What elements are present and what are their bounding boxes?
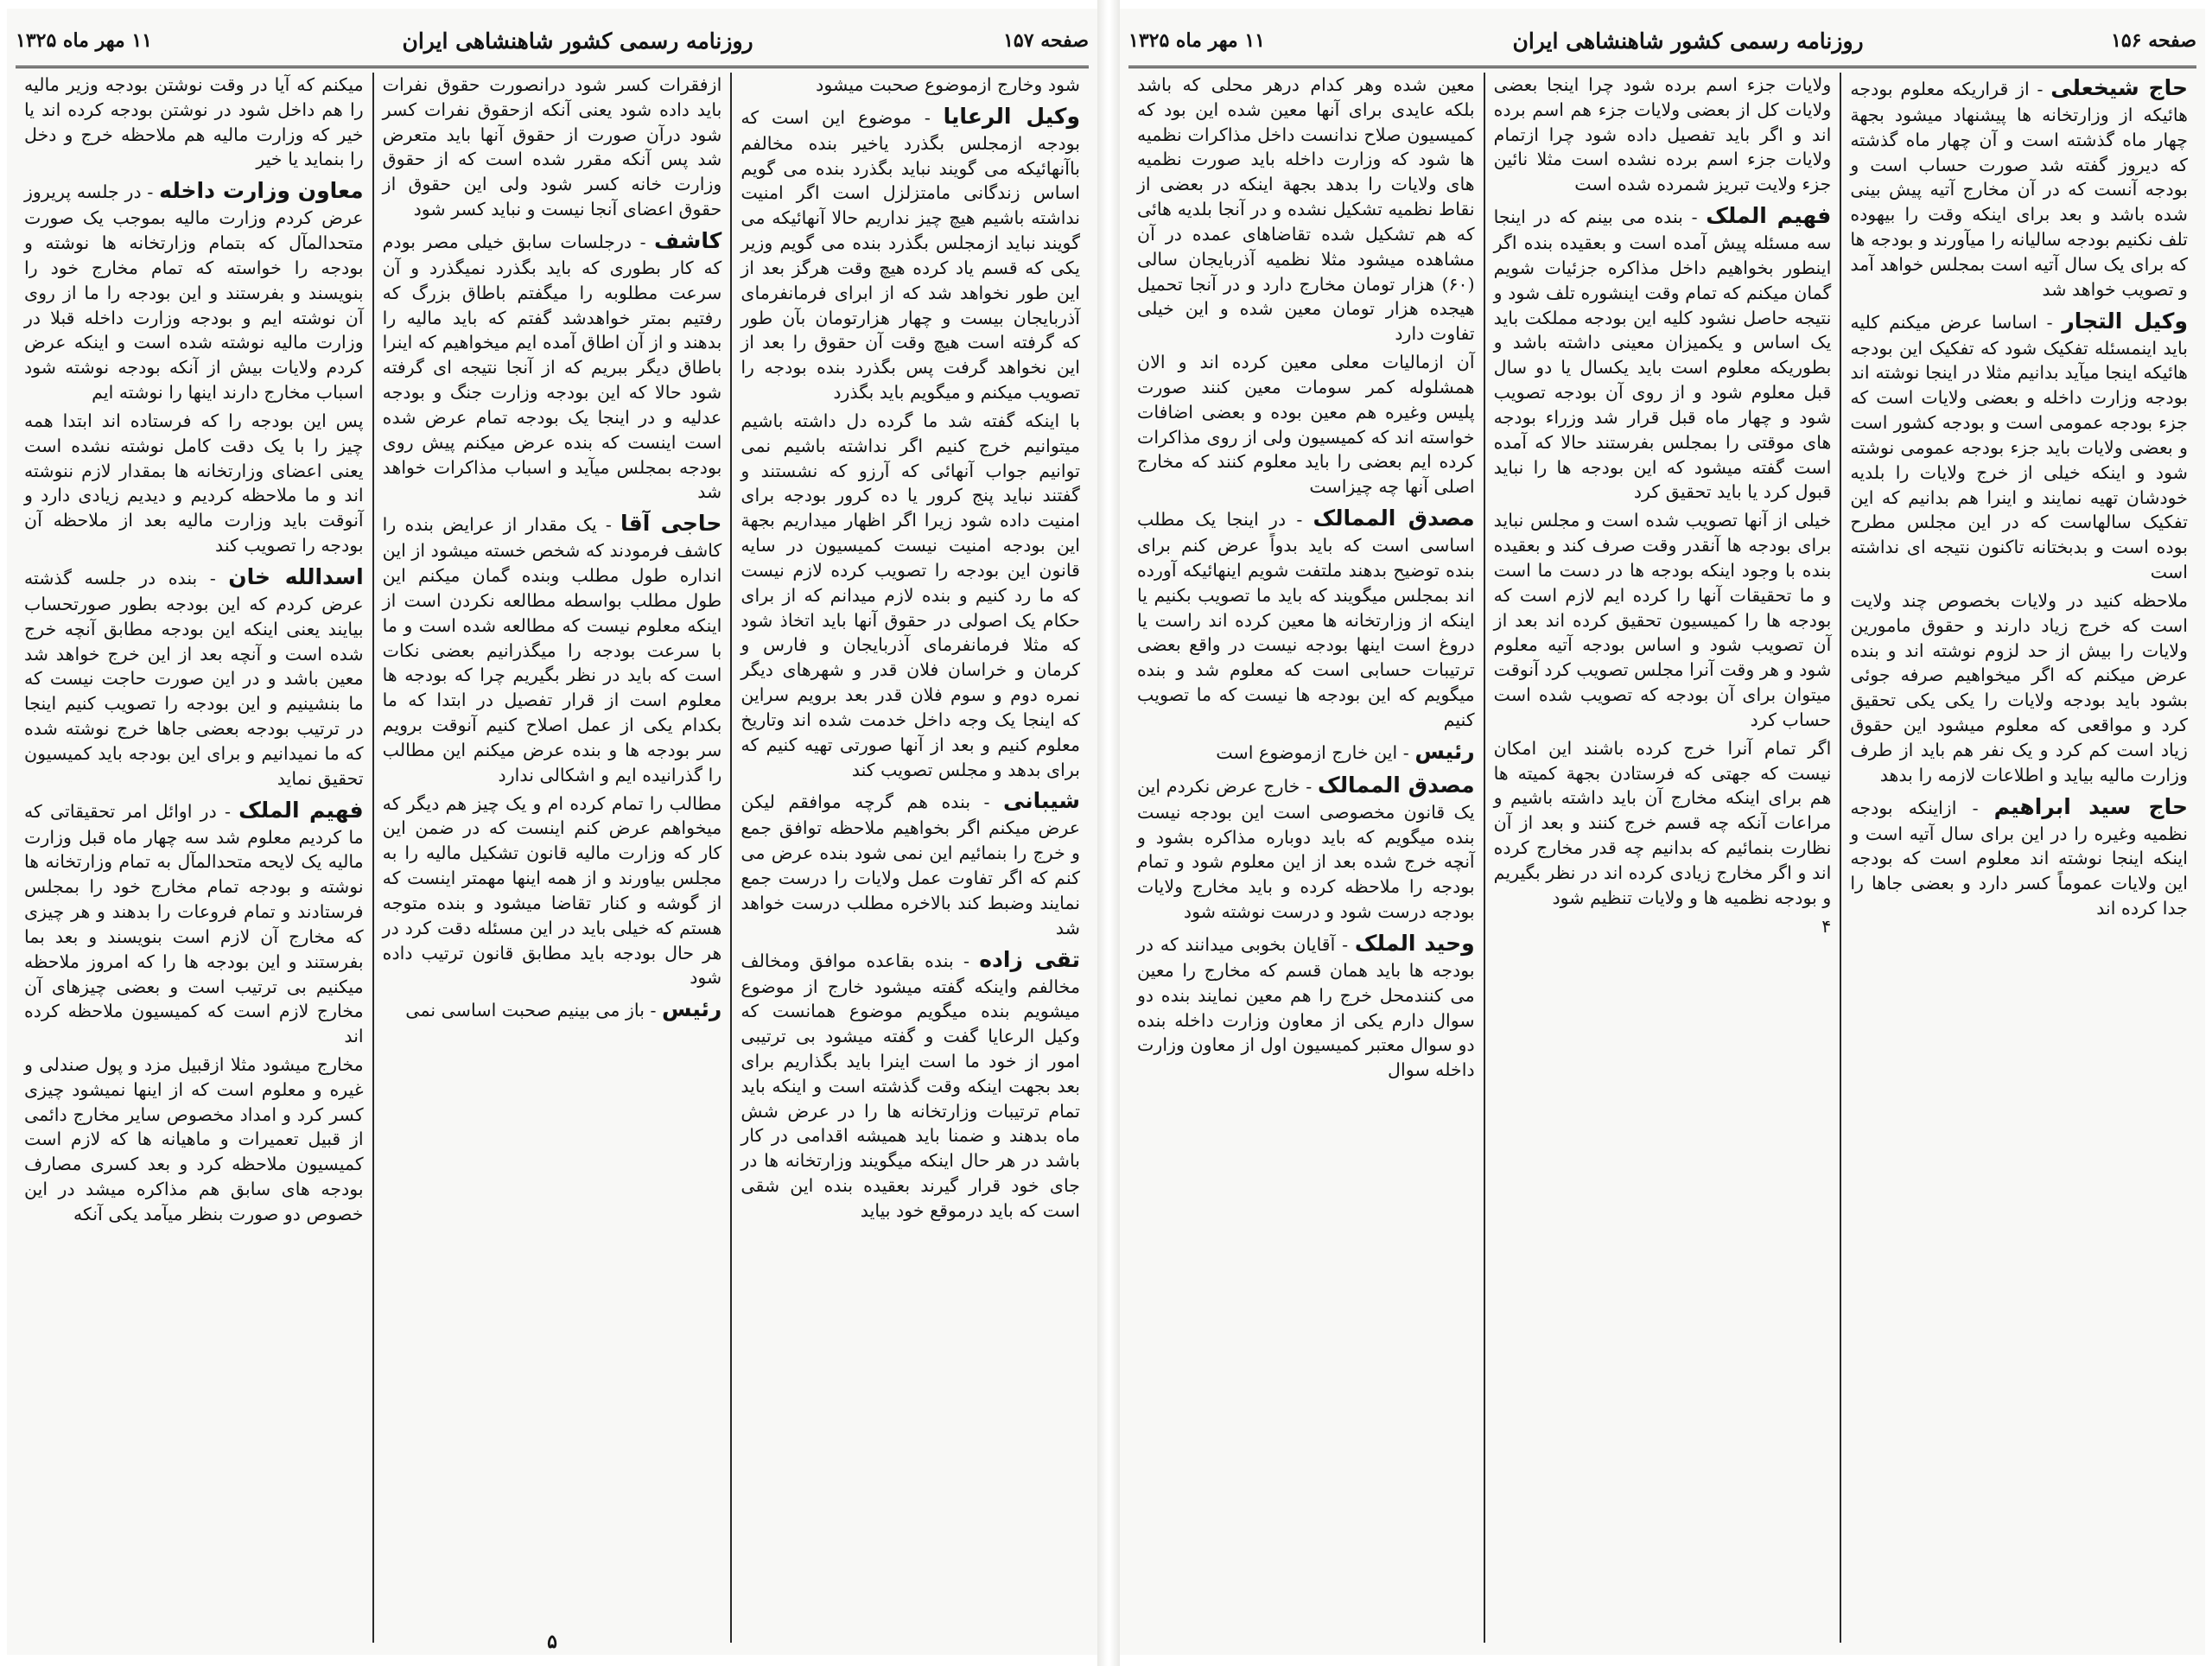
- paragraph-text: در اینجا یک مطلب اساسی است که باید بدواً عرض کنم برای بنده توضیح بدهند ملتفت شویم اینهائیکه آورده اند بمجلس میگویند که باید ما تصویب بکنیم یا اینکه از وزارتخانه ها معین کرده اند راست یا دروغ است اینها بودجه نیست در واقع بعضی ترتیبات حسابی است که معلوم شد و بنده میگویم که این بودجه ها نیست که ما تصویب کنیم: [1136, 509, 1475, 730]
- article-paragraph: رئیس - باز می بینیم صحبت اساسی نمی: [405, 996, 722, 1022]
- speaker-name: اسدالله خان: [228, 563, 364, 589]
- article-paragraph: [24, 1052, 364, 1227]
- article-paragraph: حاج شیخعلی - از قراریکه معلوم بودجه هائیکه از وزارتخانه ها پیشنهاد میشود بجهة چهار ماه گذشته است و آن چهار ماه گذشته که دیروز گفته شد صورت حساب است و بودجه آنست که در آن مخارج آتیه پیش بینی شده باشد و بعد برای اینکه وقت را بیهوده تلف نکنیم بودجه سالیانه را میآورند و بودجه ها که برای یک سال آتیه است بمجلس خواهد آمد و تصویب خواهد شد: [1850, 75, 2188, 300]
- speaker-name: حاج شیخعلی: [2050, 75, 2188, 100]
- paragraph-text: درجلسات سابق خیلی مصر بودم که کار بطوری که باید بگذرد نمیگذرد و آن سرعت مطلوبه را میگفتم باطاق بزرگ که رفتیم بمتر خواهدشد گفتم که باید مالیه را بدهند و از آن اطاق آمده ایم میخواهیم که اینرا باطاق دیگر ببریم که از آنجا نتیجه ای گرفته شود حالا که این بودجه وزارت جنگ و بودجه عدلیه و در اینجا یک بودجه تمام عرض شده است اینست که بنده عرض میکنم پیش روی بودجه بمجلس میآید و اسباب مذاکرات خواهد شد: [382, 231, 722, 503]
- article-paragraph: حاجی آقا - یک مقدار از عرایض بنده را کاشف فرمودند که شخص خسته میشود از این انداره طول مطلب وبنده گمان میکنم این طول مطلب بواسطه مطالعه نکردن است از اینکه معلوم نیست که مطالعه شده است و ما با سرعت بودجه را میگذرانیم بعضی نکات است که باید در نظر بگیریم چرا که بودجه ها معلوم است از قرار تفصیل در ابتدا که ما بکدام یکی از عمل اصلاح کنیم آنوقت برویم سر بودجه ها و بنده عرض میکنم این مطالب را گذرانیده ایم و اشکالی ندارد: [382, 511, 722, 785]
- left-page-header: [16, 16, 1089, 68]
- article-paragraph: [1850, 588, 2188, 788]
- speaker-name: مصدق الممالک: [1317, 772, 1475, 798]
- speaker-name: وکیل الرعایا: [943, 103, 1080, 129]
- paragraph-text: در جلسه پریروز عرض کردم وزارت مالیه بموجب یک صورت متحدالمآل که بتمام وزارتخانه ها نوشته و بودجه را خواسته که تمام مخارج خود را بنویسند و بفرستند و این بودجه را ما از روی آن نوشته ایم و بودجه وزارت داخله قبلا در وزارت مالیه نوشته شده است و اینکه عرض کردم ولایات بیش از آنکه بودجه نوشته شود اسباب مخارج دارند اینها را نوشته ایم: [23, 181, 364, 404]
- paragraph-text: خارج عرض نکردم این یک قانون مخصوصی است این بودجه نیست بنده میگویم که باید دوباره مذاکره بشود و آنچه خرج شده بعد از این معلوم شود و تمام بودجه را ملاحظه کرده و باید مخارج ولایات بودجه درست شود و درست نوشته شود: [1136, 775, 1475, 923]
- paragraph-text: آقایان بخوبی میدانند که در بودجه ها باید همان قسم که مخارج را معین می کنندمحل خرج را هم معین نمایند بنده دو سوال دارم یکی از معاون وزارت داخله بنده دو سوال معتبر کمیسیون اول از معاون وزارت داخله سوال: [1136, 933, 1475, 1081]
- paragraph-text: مخارج میشود مثلا ازقبیل مزد و پول صندلی و غیره و معلوم است که از اینها نمیشود چیزی کسر کرد و امداد مخصوص سایر مخارج دائمی از قبیل تعمیرات و ماهیانه ها که لازم است کمیسیون ملاحظه کرد و بعد کسری مصارف بودجه های سابق هم مذاکره میشد در این خصوص دو صورت بنظر میآمد یکی آنکه: [23, 1053, 364, 1224]
- article-paragraph: [383, 73, 722, 222]
- speaker-name: رئیس: [1414, 738, 1475, 764]
- right-page-column: [1485, 73, 1842, 1643]
- speaker-name: شیبانی: [1002, 788, 1080, 814]
- right-page-date: ۱۱ مهر ماه ۱۳۲۵: [1128, 29, 1265, 52]
- paragraph-text: یک مقدار از عرایض بنده را کاشف فرمودند که شخص خسته میشود از این انداره طول مطلب وبنده گمان میکنم این طول مطلب بواسطه مطالعه نکردن است از اینکه معلوم نیست که مطالعه شده است و ما با سرعت بودجه را میگذرانیم بعضی نکات است که باید در نظر بگیریم چرا که بودجه ها معلوم است از قرار تفصیل در ابتدا که ما بکدام یکی از عمل اصلاح کنیم آنوقت برویم سر بودجه ها و بنده عرض میکنم این مطالب را گذرانیده ایم و اشکالی ندارد: [382, 514, 722, 785]
- paragraph-text: ازاینکه بودجه نظمیه وغیره را در این برای سال آتیه است و اینکه اینجا نوشته اند معلوم است که بودجه این ولایات عموماً کسر دارد و بعضی جاها را جدا کرده اند: [1850, 797, 2188, 919]
- right-page-columns: [1128, 73, 2196, 1643]
- page-gutter: [1097, 0, 1120, 1666]
- article-paragraph: وحید الملک - آقایان بخوبی میدانند که در بودجه ها باید همان قسم که مخارج را معین می کنندمحل خرج را هم معین نمایند بنده دو سوال دارم یکی از معاون وزارت داخله بنده دو سوال معتبر کمیسیون اول از معاون وزارت داخله سوال: [1136, 930, 1475, 1081]
- paragraph-text: ۴: [1821, 915, 1832, 937]
- paragraph-text: ملاحظه کنید در ولایات بخصوص چند ولایت است که خرج زیاد دارند و حقوق مامورین ولایات را بیش از حد لزوم نوشته اند و بنده عرض میکنم که اگر میخواهیم صرفه جوئی بشود باید بودجه ولایات را یکی یکی تحقیق کرد و مواقعی که معلوم میشود این حقوق زیاد است کم کرد و یک نفر هم باید از طرف وزارت مالیه بیاید و اطلاعات لازمه را بدهد: [1850, 589, 2188, 785]
- article-paragraph: [1137, 73, 1475, 347]
- paragraph-text: با اینکه گفته شد ما گرده دل داشته باشیم میتوانیم خرج کنیم اگر نداشته باشیم نمی توانیم جواب آنهائی که آرزو که نشستند و گفتند نباید پنج کرور یا ده کرور بودجه برای امنیت داده شود زیرا اگر اظهار میداریم بجهة این بودجه امنیت نیست کمیسیون در سایه قانون این بودجه را تصویب کرده لازم نیست که ما رد کنیم و بنده لازم میدانم که از برای حکام یک اصولی در حقوق آنها باید اتخاذ شود که مثلا فرمانفرمای آذربایجان و فارس و کرمان و خراسان فلان قدر و شهرهای دیگر نمره دوم و سوم فلان قدر بعد برویم سراین که اینجا یک وجه داخل خدمت شده اند وتاریخ معلوم کنیم و بعد از آنها صورتی تهیه کنیم که برای بدهد و مجلس تصویب کند: [741, 410, 1080, 780]
- left-page: [7, 9, 1097, 1655]
- article-paragraph: فهیم الملک - بنده می بینم که در اینجا سه مسئله پیش آمده است و بعقیده بنده اگر اینطور بخواهیم داخل مذاکره جزئیات شویم گمان میکنم که تمام وقت اینشوره تلف شود و نتیجه حاصل نشود کلیه این بودجه مملکت باید یک اساس و یکمیزان معینی داشته باشد و بطوریکه معلوم است باید یکسال یا دو سال قبل معلوم شود و از روی آن بودجه تصویب شود و چهار ماه قبل قرار شد وزراء بودجه های موقتی را بمجلس بفرستند حالا که آمده است گفته میشود که این بودجه ها را نباید قبول کرد یا باید تحقیق کرد: [1493, 203, 1832, 503]
- speaker-name: مصدق الممالک: [1313, 506, 1475, 531]
- speaker-name: فهیم الملک: [1706, 203, 1832, 229]
- paragraph-text: این خارج ازموضوع است: [1216, 741, 1398, 763]
- right-page: [1120, 9, 2205, 1655]
- article-paragraph: وکیل الرعایا - موضوع این است که بودجه ازمجلس بگذرد یاخیر بنده مخالفم باآنهائیکه می گویند نباید بگذرد بنده می گویم اساس زندگانی مامتزلزل است اگر امنیت نداشته باشیم هیچ چیز نداریم حالا آنهائیکه می گویند نباید ازمجلس بگذرد بنده می گویم وزیر یکی که قسم یاد کرده هیچ وقت هرگز بعد از این طور نخواهد شد که از ابرای فرمانفرمای آذربایجان بیست و چهار هزارتومان بآن طور که گرفته است هیچ وقت آن حقوق را بعد از این نخواهد گرفت پس بگذرد بنده بودجه را تصویب میکنم و میگویم باید بگذرد: [741, 103, 1080, 404]
- paragraph-text: بنده بقاعده موافق ومخالف مخالفم واینکه گفته میشود خارج از موضوع میشویم بنده میگویم موضوع همانست که وکیل الرعایا گفت و گفته میشود بی ترتیبی امور از خود ما است اینرا باید بگذاریم برای بعد بجهت اینکه وقت گذشته است و اینکه باید تمام ترتیبات وزارتخانه ها را در عرض شش ماه بدهند و ضمنا باید همیشه اقدامی در کار باشد در هر حال اینکه میگویند وزارتخانه ها در جای خود قرار گیرند بعقیده بنده این شقی است که باید درموقع خود بیاید: [741, 950, 1080, 1221]
- paragraph-text: باز می بینیم صحبت اساسی نمی: [405, 1000, 645, 1021]
- article-paragraph: [1494, 73, 1832, 197]
- article-paragraph: [24, 73, 364, 172]
- paragraph-text: میکنم که آیا در وقت نوشتن بودجه وزیر مالیه را هم داخل شود در نوشتن بودجه کرده اند یا خیر که وزارت مالیه هم ملاحظه خرج و دخل را بنماید یا خیر: [23, 74, 364, 170]
- article-paragraph: فهیم الملک - در اوائل امر تحقیقاتی که ما کردیم معلوم شد سه چهار ماه قبل وزارت مالیه یک لایحه متحدالمآل به تمام وزارتخانه ها نوشته و بودجه تمام مخارج خود را بمجلس فرستادند و تمام فروعات را بدهند و هر چیزی که مخارج آن لازم است بنویسند و بعد بما بفرستند و این بودجه ها را که امروز ملاحظه میکنیم بی ترتیب است و بعضی چیزهای آن مخارج لازم است که کمیسیون ملاحظه کرده اند: [23, 797, 364, 1047]
- article-paragraph: مصدق الممالک - در اینجا یک مطلب اساسی است که باید بدواً عرض کنم برای بنده توضیح بدهند ملتفت شویم اینهائیکه آورده اند بمجلس میگویند که باید ما تصویب بکنیم یا اینکه از وزارتخانه ها معین کرده اند راست یا دروغ است اینها بودجه نیست در واقع بعضی ترتیبات حسابی است که معلوم شد و بنده میگویم که این بودجه ها نیست که ما تصویب کنیم: [1136, 506, 1475, 730]
- article-paragraph: کاشف - درجلسات سابق خیلی مصر بودم که کار بطوری که باید بگذرد نمیگذرد و آن سرعت مطلوبه را میگفتم باطاق بزرگ که رفتیم بمتر خواهدشد گفتم که باید مالیه را بدهند و از آن اطاق آمده ایم میخواهیم که اینرا باطاق دیگر ببریم که از آنجا نتیجه ای گرفته شود حالا که این بودجه وزارت جنگ و بودجه عدلیه و در اینجا یک بودجه تمام عرض شده است اینست که بنده عرض میکنم پیش روی بودجه بمجلس میآید و اسباب مذاکرات خواهد شد: [382, 227, 722, 503]
- left-page-column: [16, 73, 374, 1643]
- left-page-footer-number: ۵: [547, 1631, 557, 1653]
- article-paragraph: وکیل التجار - اساسا عرض میکنم کلیه باید اینمسئله تفکیک شود که تفکیک این بودجه هائیکه اینجا میآید بدانیم مثلا در اینجا نوشته اند بودجه وزارت داخله و بعضی ولایات است که جزء بودجه عمومی است و بودجه کشور است و بعضی ولایات باید جزء بودجه عمومی نوشته شود و اینکه خیلی از خرج ولایات را بلدیه خودشان تهیه نمایند و اینرا هم بدانیم که این تفکیک سالهاست که در این مجلس مطرح بوده است و بدبختانه تاکنون نتیجه ای نداشته است: [1850, 308, 2188, 583]
- paragraph-text: خیلی از آنها تصویب شده است و مجلس نباید برای بودجه ها آنقدر وقت صرف کند و بعقیده بنده با وجود اینکه بودجه ها در دست ما است و ما تحقیقات آنها را کرده ایم لازم است که بودجه ها را کمیسیون تحقیق کرده اند بعد از آن تصویب شود و اساس بودجه آتیه معلوم شود و هر وقت آنرا مجلس تصویب کرد آنوقت میتوان برای آن بودجه که تصویب شده است حساب کرد: [1493, 510, 1832, 730]
- paragraph-text: از قراریکه معلوم بودجه هائیکه از وزارتخانه ها پیشنهاد میشود بجهة چهار ماه گذشته است و آن چهار ماه گذشته که دیروز گفته شد صورت حساب است و بودجه آنست که در آن مخارج آتیه پیش بینی شده باشد و بعد برای اینکه وقت را بیهوده تلف نکنیم بودجه سالیانه را میآورند و بودجه ها که برای یک سال آتیه است بمجلس خواهد آمد و تصویب خواهد شد: [1850, 79, 2188, 300]
- article-paragraph: [1494, 736, 1832, 911]
- paragraph-text: بنده هم گرچه موافقم لیکن عرض میکنم اگر بخواهیم ملاحظه توافق جمع و خرج را بنمائیم این نمی شود بنده عرض می کنم که اگر تفاوت عمل ولایات را درست جمع نمایند وضبط کند بالاخره مطلب درست خواهد شد: [741, 792, 1080, 938]
- right-page-column: [1841, 73, 2196, 1643]
- speaker-name: معاون وزارت داخله: [159, 178, 364, 204]
- article-paragraph: [741, 409, 1080, 782]
- article-paragraph: [1494, 508, 1832, 732]
- paragraph-text: در اوائل امر تحقیقاتی که ما کردیم معلوم شد سه چهار ماه قبل وزارت مالیه یک لایحه متحدالمآل به تمام وزارتخانه ها نوشته و بودجه تمام مخارج خود را بمجلس فرستادند و تمام فروعات را بدهند و هر چیزی که مخارج آن لازم است بنویسند و بعد بما بفرستند و این بودجه ها را که امروز ملاحظه میکنیم بی ترتیب است و بعضی چیزهای آن مخارج لازم است که کمیسیون ملاحظه کرده اند: [23, 800, 364, 1047]
- right-page-number: صفحه ۱۵۶: [2111, 29, 2196, 52]
- paragraph-text: آن ازمالیات معلی معین کرده اند و الان همشلوله کمر سومات معین کنند صورت پلیس وغیره هم معین بوده و بعضی اضافات خواسته اند که کمیسیون ولی از روی مذاکرات کرده ایم بعضی را باید معلوم کنند که مخارج اصلی آنها چه چیزاست: [1136, 352, 1475, 498]
- paragraph-text: اگر تمام آنرا خرج کرده باشند این امکان نیست که جهتی که فرستادن بجهة کمیته ها هم برای اینکه مخارج آن باید داشته باشیم و مراعات آنکه چه قسم خرج کنند و بعد از آن نظارت بنمائیم که بدانیم چه قدر مخارج کرده اند و اگر مخارج زیادی کرده اند در نظر بگیریم و بودجه نظمیه ها و ولایات تنظیم شود: [1493, 737, 1832, 908]
- article-paragraph: معاون وزارت داخله - در جلسه پریروز عرض کردم وزارت مالیه بموجب یک صورت متحدالمآل که بتمام وزارتخانه ها نوشته و بودجه را خواسته که تمام مخارج خود را بنویسند و بفرستند و این بودجه را ما از روی آن نوشته ایم و بودجه وزارت داخله قبلا در وزارت مالیه نوشته شده است و اینکه عرض کردم ولایات بیش از آنکه بودجه نوشته شود اسباب مخارج دارند اینها را نوشته ایم: [23, 178, 364, 404]
- speaker-name: وحید الملک: [1354, 930, 1475, 956]
- speaker-name: حاج سید ابراهیم: [1993, 793, 2188, 819]
- left-page-number: صفحه ۱۵۷: [1003, 29, 1089, 52]
- article-paragraph: حاج سید ابراهیم - ازاینکه بودجه نظمیه وغیره را در این برای سال آتیه است و اینکه اینجا نوشته اند معلوم است که بودجه این ولایات عموماً کسر دارد و بعضی جاها را جدا کرده اند: [1850, 793, 2188, 919]
- article-paragraph: [741, 73, 1080, 98]
- paragraph-text: معین شده وهر کدام درهر محلی که باشد بلکه عایدی برای آنها معین شده این بود که کمیسیون صلاح ندانست داخل مذاکرات نظمیه ها شود که وزارت داخله باید صورت نظمیه های ولایات را بدهد بجهة اینکه در بعضی از نقاط نظمیه تشکیل نشده و در آنجا بلدیه هائی که هم تشکیل شده تقاضاهای عمده در آن مشاهده میشود مثلا نظمیه آذربایجان سالی (۶۰) هزار تومان مخارج دارد و در آنجا تحمیل هیجده هزار تومان معین شده و این خیلی تفاوت دارد: [1136, 74, 1475, 345]
- article-paragraph: [383, 792, 722, 991]
- left-page-title: روزنامه رسمی کشور شاهنشاهی ایران: [402, 28, 753, 54]
- left-page-date: ۱۱ مهر ماه ۱۳۲۵: [16, 29, 152, 52]
- paragraph-text: بنده می بینم که در اینجا سه مسئله پیش آمده است و بعقیده بنده اگر اینطور بخواهیم داخل مذاکره جزئیات شویم گمان میکنم که تمام وقت اینشوره تلف شود و نتیجه حاصل نشود کلیه این بودجه مملکت باید یک اساس و یکمیزان معینی داشته باشد و بطوریکه معلوم است باید یکسال یا دو سال قبل معلوم شود و از روی آن بودجه تصویب شود و چهار ماه قبل قرار شد وزراء بودجه های موقتی را بمجلس بفرستند حالا که آمده است گفته میشود که این بودجه ها را نباید قبول کرد یا باید تحقیق کرد: [1493, 207, 1832, 503]
- article-paragraph: [1494, 914, 1832, 939]
- speaker-name: تقی زاده: [979, 946, 1080, 972]
- speaker-name: فهیم الملک: [238, 797, 364, 823]
- paragraph-text: مطالب را تمام کرده ام و یک چیز هم دیگر که میخواهم عرض کنم اینست که در ضمن این کار که وزارت مالیه قانون تشکیل مالیه را به مجلس بیاورند و از همه اینها مهمتر اینست که از گوشه و کنار تقاضا میشود و بنده متوجه هستم که خیلی باید در این مسئله دقت کرد در هر حال بودجه باید مطابق قانون ترتیب داده شود: [382, 792, 722, 989]
- paragraph-text: اساسا عرض میکنم کلیه باید اینمسئله تفکیک شود که تفکیک این بودجه هائیکه اینجا میآید بدانیم مثلا در اینجا نوشته اند بودجه وزارت داخله و بعضی ولایات است که جزء بودجه عمومی است و بودجه کشور است و بعضی ولایات باید جزء بودجه عمومی نوشته شود و اینکه خیلی از خرج ولایات را بلدیه خودشان تهیه نمایند و اینرا هم بدانیم که این تفکیک سالهاست که در این مجلس مطرح بوده است و بدبختانه تاکنون نتیجه ای نداشته است: [1850, 311, 2188, 583]
- article-paragraph: شیبانی - بنده هم گرچه موافقم لیکن عرض میکنم اگر بخواهیم ملاحظه توافق جمع و خرج را بنمائیم این نمی شود بنده عرض می کنم که اگر تفاوت عمل ولایات را درست جمع نمایند وضبط کند بالاخره مطلب درست خواهد شد: [741, 788, 1080, 938]
- paragraph-text: ازفقرات کسر شود درانصورت حقوق نفرات باید داده شود یعنی آنکه ازحقوق نفرات کسر شود درآن صورت از حقوق آنها باید متعرض شد پس آنکه مقرر شده است که از حقوق وزارت خانه کسر شود ولی این حقوق از حقوق اعضای آنجا نیست و نباید کسر شود: [382, 74, 722, 220]
- speaker-name: حاجی آقا: [620, 511, 722, 537]
- speaker-name: وکیل التجار: [2062, 308, 2188, 334]
- article-paragraph: [24, 409, 364, 558]
- left-page-columns: [16, 73, 1089, 1643]
- right-page-header: [1128, 16, 2196, 68]
- article-paragraph: مصدق الممالک - خارج عرض نکردم این یک قانون مخصوصی است این بودجه نیست بنده میگویم که باید دوباره مذاکره بشود و آنچه خرج شده بعد از این معلوم شود و تمام بودجه را ملاحظه کرده و باید مخارج ولایات بودجه درست شود و درست نوشته شود: [1136, 772, 1475, 923]
- speaker-name: رئیس: [662, 996, 722, 1022]
- article-paragraph: [1137, 350, 1475, 499]
- paragraph-text: بنده در جلسه گذشته عرض کردم که این بودجه بطور صورتحساب بیایند یعنی اینکه این بودجه مطابق آنچه خرج شده است و آنچه بعد از این خرج خواهد شد معین باشد و در این صورت حاجت نیست که ما بنشینیم و این بودجه را تصویب کنیم اینجا در ترتیب بودجه بعضی جاها خرج نوشته شده که ما نمیدانیم و برای این بودجه باید کمیسیون تحقیق نماید: [23, 567, 364, 789]
- article-paragraph: تقی زاده - بنده بقاعده موافق ومخالف مخالفم واینکه گفته میشود خارج از موضوع میشویم بنده میگویم موضوع همانست که وکیل الرعایا گفت و گفته میشود بی ترتیبی امور از خود ما است اینرا باید بگذاریم برای بعد بجهت اینکه وقت گذشته است و اینکه باید تمام ترتیبات وزارتخانه ها را در عرض شش ماه بدهند و ضمنا باید همیشه اقدامی در کار باشد در هر حال اینکه میگویند وزارتخانه ها در جای خود قرار گیرند بعقیده بنده این شقی است که باید درموقع خود بیاید: [741, 946, 1080, 1221]
- right-page-column: [1128, 73, 1485, 1643]
- paragraph-text: پس این بودجه را که فرستاده اند ابتدا همه چیز را با یک دقت کامل نوشته نشده است یعنی اعضای وزارتخانه ها بمقدار لازم ننوشته اند و ما ملاحظه کردیم و دیدیم زیادی دارد و آنوقت باید وزارت مالیه بعد از ملاحظه آن بودجه را تصویب کند: [23, 410, 364, 556]
- article-paragraph: اسدالله خان - بنده در جلسه گذشته عرض کردم که این بودجه بطور صورتحساب بیایند یعنی اینکه این بودجه مطابق آنچه خرج شده است و آنچه بعد از این خرج خواهد شد معین باشد و در این صورت حاجت نیست که ما بنشینیم و این بودجه را تصویب کنیم اینجا در ترتیب بودجه بعضی جاها خرج نوشته شده که ما نمیدانیم و برای این بودجه باید کمیسیون تحقیق نماید: [23, 563, 364, 789]
- paragraph-text: ولایات جزء اسم برده شود چرا اینجا بعضی ولایات کل از بعضی ولایات جزء هم اسم برده اند و اگر باید تفصیل داده شود چرا ازتمام ولایات جزء اسم برده نشده است مثلا نائین جزء ولایت تبریز شمرده شده است: [1493, 74, 1832, 195]
- speaker-name: کاشف: [654, 227, 722, 253]
- article-paragraph: رئیس - این خارج ازموضوع است: [1216, 738, 1475, 764]
- left-page-column: [374, 73, 733, 1643]
- paragraph-text: شود وخارج ازموضوع صحبت میشود: [816, 74, 1080, 95]
- left-page-column: [732, 73, 1089, 1643]
- paragraph-text: موضوع این است که بودجه ازمجلس بگذرد یاخیر بنده مخالفم باآنهائیکه می گویند نباید بگذرد بنده می گویم اساس زندگانی مامتزلزل است اگر امنیت نداشته باشیم هیچ چیز نداریم حالا آنهائیکه می گویند نباید ازمجلس بگذرد بنده می گویم وزیر یکی که قسم یاد کرده هیچ وقت هرگز بعد از این طور نخواهد شد که از ابرای فرمانفرمای آذربایجان بیست و چهار هزارتومان بآن طور که گرفته است هیچ وقت آن حقوق را بعد از این نخواهد گرفت پس بگذرد بنده بودجه را تصویب میکنم و میگویم باید بگذرد: [741, 106, 1080, 404]
- right-page-title: روزنامه رسمی کشور شاهنشاهی ایران: [1512, 28, 1864, 54]
